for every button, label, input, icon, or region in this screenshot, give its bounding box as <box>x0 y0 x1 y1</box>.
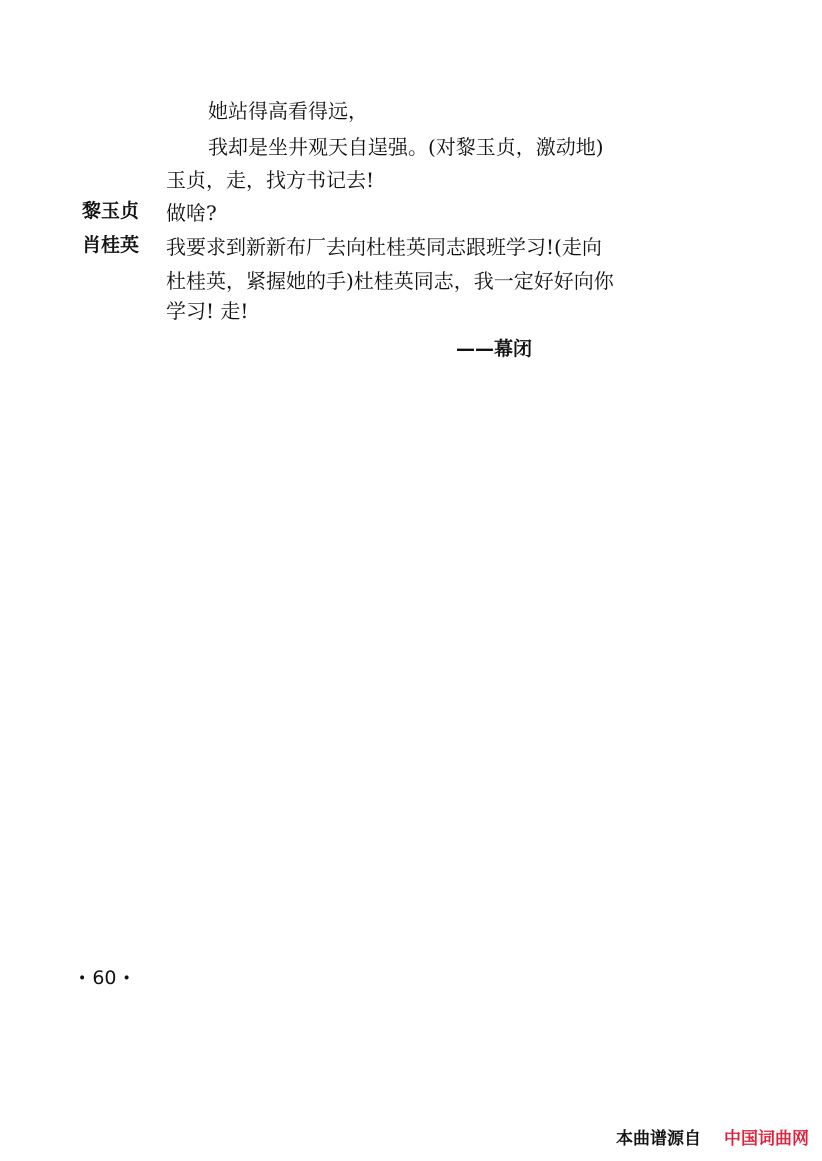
curtain-direction: ——幕闭 <box>456 338 533 360</box>
bullet-icon: • <box>78 970 87 987</box>
page-number-value: 60 <box>92 967 117 989</box>
dialogue-line: 学习! 走! <box>166 299 249 323</box>
dialogue-line: 做啥? <box>166 201 217 225</box>
dialogue-line: 杜桂英，紧握她的手)杜桂英同志，我一定好好向你 <box>166 269 614 293</box>
speaker-name: 肖桂英 <box>82 234 140 256</box>
footer-site-link[interactable]: 中国词曲网 <box>724 1129 809 1149</box>
dialogue-line: 我要求到新新布厂去向杜桂英同志跟班学习!(走向 <box>166 235 602 259</box>
footer-source-label: 本曲谱源自 <box>616 1129 701 1149</box>
verse-line: 我却是坐井观天自逞强。(对黎玉贞，激动地) <box>208 135 604 159</box>
verse-line: 她站得高看得远， <box>208 99 368 123</box>
dialogue-line: 玉贞，走，找方书记去! <box>166 168 375 192</box>
page-number <box>78 966 131 991</box>
speaker-name: 黎玉贞 <box>82 200 140 222</box>
bullet-icon: • <box>122 970 131 987</box>
